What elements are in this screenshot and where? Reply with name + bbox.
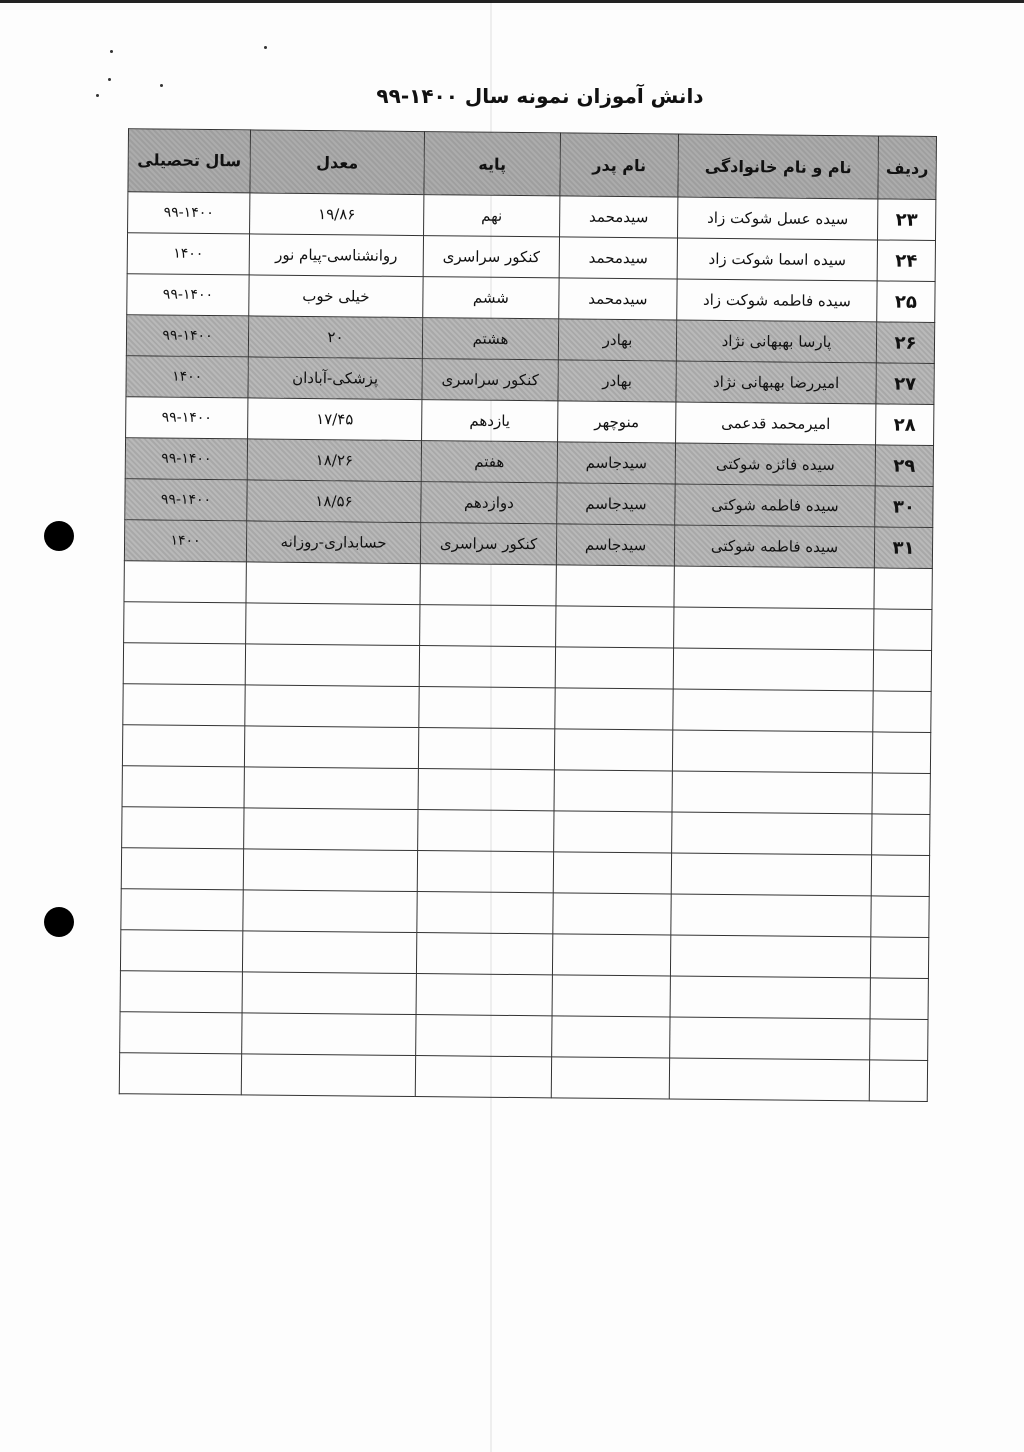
- empty-cell: [869, 1060, 927, 1102]
- empty-cell: [242, 1013, 416, 1056]
- cell-average: پزشکی-آبادان: [248, 357, 422, 400]
- empty-cell: [672, 730, 872, 773]
- header-grade: پایه: [424, 132, 561, 196]
- cell-grade: کنکور سراسری: [420, 523, 556, 565]
- empty-cell: [551, 1057, 669, 1099]
- empty-cell: [420, 605, 556, 647]
- cell-grade: ششم: [423, 277, 559, 319]
- empty-cell: [672, 771, 872, 814]
- header-year: سال تحصیلی: [128, 129, 251, 193]
- cell-year: ۹۹-۱۴۰۰: [128, 192, 250, 234]
- cell-year: ۱۴۰۰: [127, 233, 249, 275]
- empty-cell: [553, 893, 671, 935]
- empty-cell: [872, 814, 930, 856]
- students-table-wrapper: [119, 128, 936, 1102]
- empty-cell: [123, 643, 245, 685]
- empty-cell: [554, 770, 672, 812]
- scan-speck: [108, 78, 111, 81]
- empty-cell: [245, 644, 419, 687]
- cell-radif: ۲۵: [877, 281, 935, 323]
- empty-cell: [122, 766, 244, 808]
- empty-cell: [243, 890, 417, 933]
- empty-cell: [674, 607, 874, 650]
- empty-cell: [874, 609, 932, 651]
- empty-cell: [670, 1017, 870, 1060]
- empty-cell: [669, 1058, 869, 1101]
- punch-hole-top: [44, 521, 74, 551]
- cell-name: پارسا بهبهانی نژاد: [676, 320, 876, 363]
- empty-cell: [123, 684, 245, 726]
- empty-cell: [418, 728, 554, 770]
- cell-grade: کنکور سراسری: [423, 236, 559, 278]
- empty-cell: [419, 646, 555, 688]
- cell-name: سیده فاطمه شوکتی: [674, 525, 874, 568]
- empty-cell: [670, 935, 870, 978]
- scan-top-edge: [0, 0, 1024, 3]
- cell-average: روانشناسی-پیام نور: [249, 234, 423, 277]
- empty-cell: [873, 650, 931, 692]
- cell-average: ۱۸/۵۶: [247, 480, 421, 523]
- empty-cell: [246, 562, 420, 605]
- empty-cell: [555, 647, 673, 689]
- cell-name: سیده فاطمه شوکتی: [675, 484, 875, 527]
- header-name: نام و نام خانوادگی: [678, 134, 879, 199]
- empty-cell: [553, 852, 671, 894]
- cell-average: ۱۹/۸۶: [250, 193, 424, 236]
- empty-cell: [124, 561, 246, 603]
- empty-table-row: [119, 1053, 927, 1102]
- punch-hole-bottom: [44, 907, 74, 937]
- empty-cell: [872, 773, 930, 815]
- empty-cell: [874, 568, 932, 610]
- cell-father: منوچهر: [558, 401, 676, 443]
- empty-cell: [122, 725, 244, 767]
- page-title: دانش آموزان نمونه سال ۱۴۰۰-۹۹: [376, 84, 704, 108]
- empty-cell: [419, 687, 555, 729]
- cell-grade: کنکور سراسری: [422, 359, 558, 401]
- cell-radif: ۲۷: [876, 363, 934, 405]
- empty-cell: [872, 732, 930, 774]
- empty-cell: [122, 807, 244, 849]
- cell-grade: نهم: [424, 195, 560, 237]
- cell-radif: ۳۱: [874, 527, 932, 569]
- cell-grade: هفتم: [421, 441, 557, 483]
- empty-cell: [245, 685, 419, 728]
- cell-year: ۹۹-۱۴۰۰: [126, 315, 248, 357]
- cell-father: سیدجاسم: [556, 524, 674, 566]
- cell-radif: ۲۶: [876, 322, 934, 364]
- empty-cell: [671, 894, 871, 937]
- cell-father: سیدجاسم: [557, 483, 675, 525]
- cell-radif: ۲۹: [875, 445, 933, 487]
- scan-speck: [264, 46, 267, 49]
- cell-year: ۹۹-۱۴۰۰: [125, 479, 247, 521]
- empty-cell: [242, 931, 416, 974]
- cell-radif: ۲۴: [877, 240, 935, 282]
- cell-radif: ۲۳: [877, 199, 935, 241]
- cell-name: سیده فاطمه شوکت زاد: [677, 279, 877, 322]
- empty-cell: [120, 930, 242, 972]
- empty-cell: [556, 565, 674, 607]
- cell-father: بهادر: [558, 319, 676, 361]
- cell-year: ۱۴۰۰: [126, 356, 248, 398]
- cell-radif: ۲۸: [876, 404, 934, 446]
- scan-speck: [96, 94, 99, 97]
- empty-cell: [673, 648, 873, 691]
- cell-year: ۹۹-۱۴۰۰: [125, 438, 247, 480]
- header-average: معدل: [250, 130, 425, 195]
- empty-cell: [870, 1019, 928, 1061]
- empty-cell: [244, 808, 418, 851]
- empty-cell: [554, 811, 672, 853]
- empty-cell: [418, 810, 554, 852]
- empty-cell: [120, 971, 242, 1013]
- cell-name: امیرمحمد قدعمی: [676, 402, 876, 445]
- cell-year: ۹۹-۱۴۰۰: [127, 274, 249, 316]
- cell-name: سیده عسل شوکت زاد: [678, 197, 878, 240]
- empty-cell: [556, 606, 674, 648]
- empty-cell: [241, 1054, 415, 1097]
- empty-cell: [121, 889, 243, 931]
- empty-cell: [242, 972, 416, 1015]
- students-table: [119, 128, 937, 1102]
- cell-year: ۱۴۰۰: [124, 520, 246, 562]
- header-father: نام پدر: [560, 133, 679, 197]
- header-radif: ردیف: [878, 136, 937, 200]
- empty-cell: [124, 602, 246, 644]
- cell-grade: یازدهم: [422, 400, 558, 442]
- cell-grade: هشتم: [422, 318, 558, 360]
- table-header-row: [128, 129, 937, 200]
- empty-cell: [244, 767, 418, 810]
- cell-year: ۹۹-۱۴۰۰: [126, 397, 248, 439]
- scan-speck: [160, 84, 163, 87]
- cell-average: ۱۸/۲۶: [247, 439, 421, 482]
- cell-name: سیده اسما شوکت زاد: [677, 238, 877, 281]
- empty-cell: [420, 564, 556, 606]
- empty-cell: [672, 812, 872, 855]
- cell-grade: دوازدهم: [421, 482, 557, 524]
- empty-cell: [120, 1012, 242, 1054]
- empty-cell: [873, 691, 931, 733]
- empty-cell: [243, 849, 417, 892]
- empty-cell: [674, 566, 874, 609]
- empty-cell: [552, 934, 670, 976]
- empty-cell: [121, 848, 243, 890]
- empty-cell: [416, 974, 552, 1016]
- empty-cell: [670, 976, 870, 1019]
- cell-name: امیررضا بهبهانی نژاد: [676, 361, 876, 404]
- cell-average: خیلی خوب: [249, 275, 423, 318]
- empty-cell: [552, 975, 670, 1017]
- empty-cell: [870, 937, 928, 979]
- cell-father: سیدمحمد: [560, 196, 678, 238]
- empty-cell: [418, 769, 554, 811]
- empty-cell: [416, 933, 552, 975]
- empty-cell: [871, 896, 929, 938]
- empty-cell: [244, 726, 418, 769]
- cell-average: ۲۰: [248, 316, 422, 359]
- empty-cell: [554, 729, 672, 771]
- cell-radif: ۳۰: [875, 486, 933, 528]
- cell-average: حسابداری-روزانه: [246, 521, 420, 564]
- cell-father: سیدجاسم: [557, 442, 675, 484]
- empty-cell: [416, 1015, 552, 1057]
- empty-cell: [555, 688, 673, 730]
- cell-name: سیده فائزه شوکتی: [675, 443, 875, 486]
- cell-father: سیدمحمد: [559, 237, 677, 279]
- empty-cell: [673, 689, 873, 732]
- scan-speck: [110, 50, 113, 53]
- cell-father: سیدمحمد: [559, 278, 677, 320]
- empty-cell: [415, 1056, 551, 1098]
- empty-cell: [870, 978, 928, 1020]
- empty-cell: [671, 853, 871, 896]
- empty-cell: [552, 1016, 670, 1058]
- cell-average: ۱۷/۴۵: [248, 398, 422, 441]
- empty-cell: [417, 851, 553, 893]
- cell-father: بهادر: [558, 360, 676, 402]
- empty-cell: [417, 892, 553, 934]
- empty-cell: [246, 603, 420, 646]
- empty-cell: [119, 1053, 241, 1095]
- empty-cell: [871, 855, 929, 897]
